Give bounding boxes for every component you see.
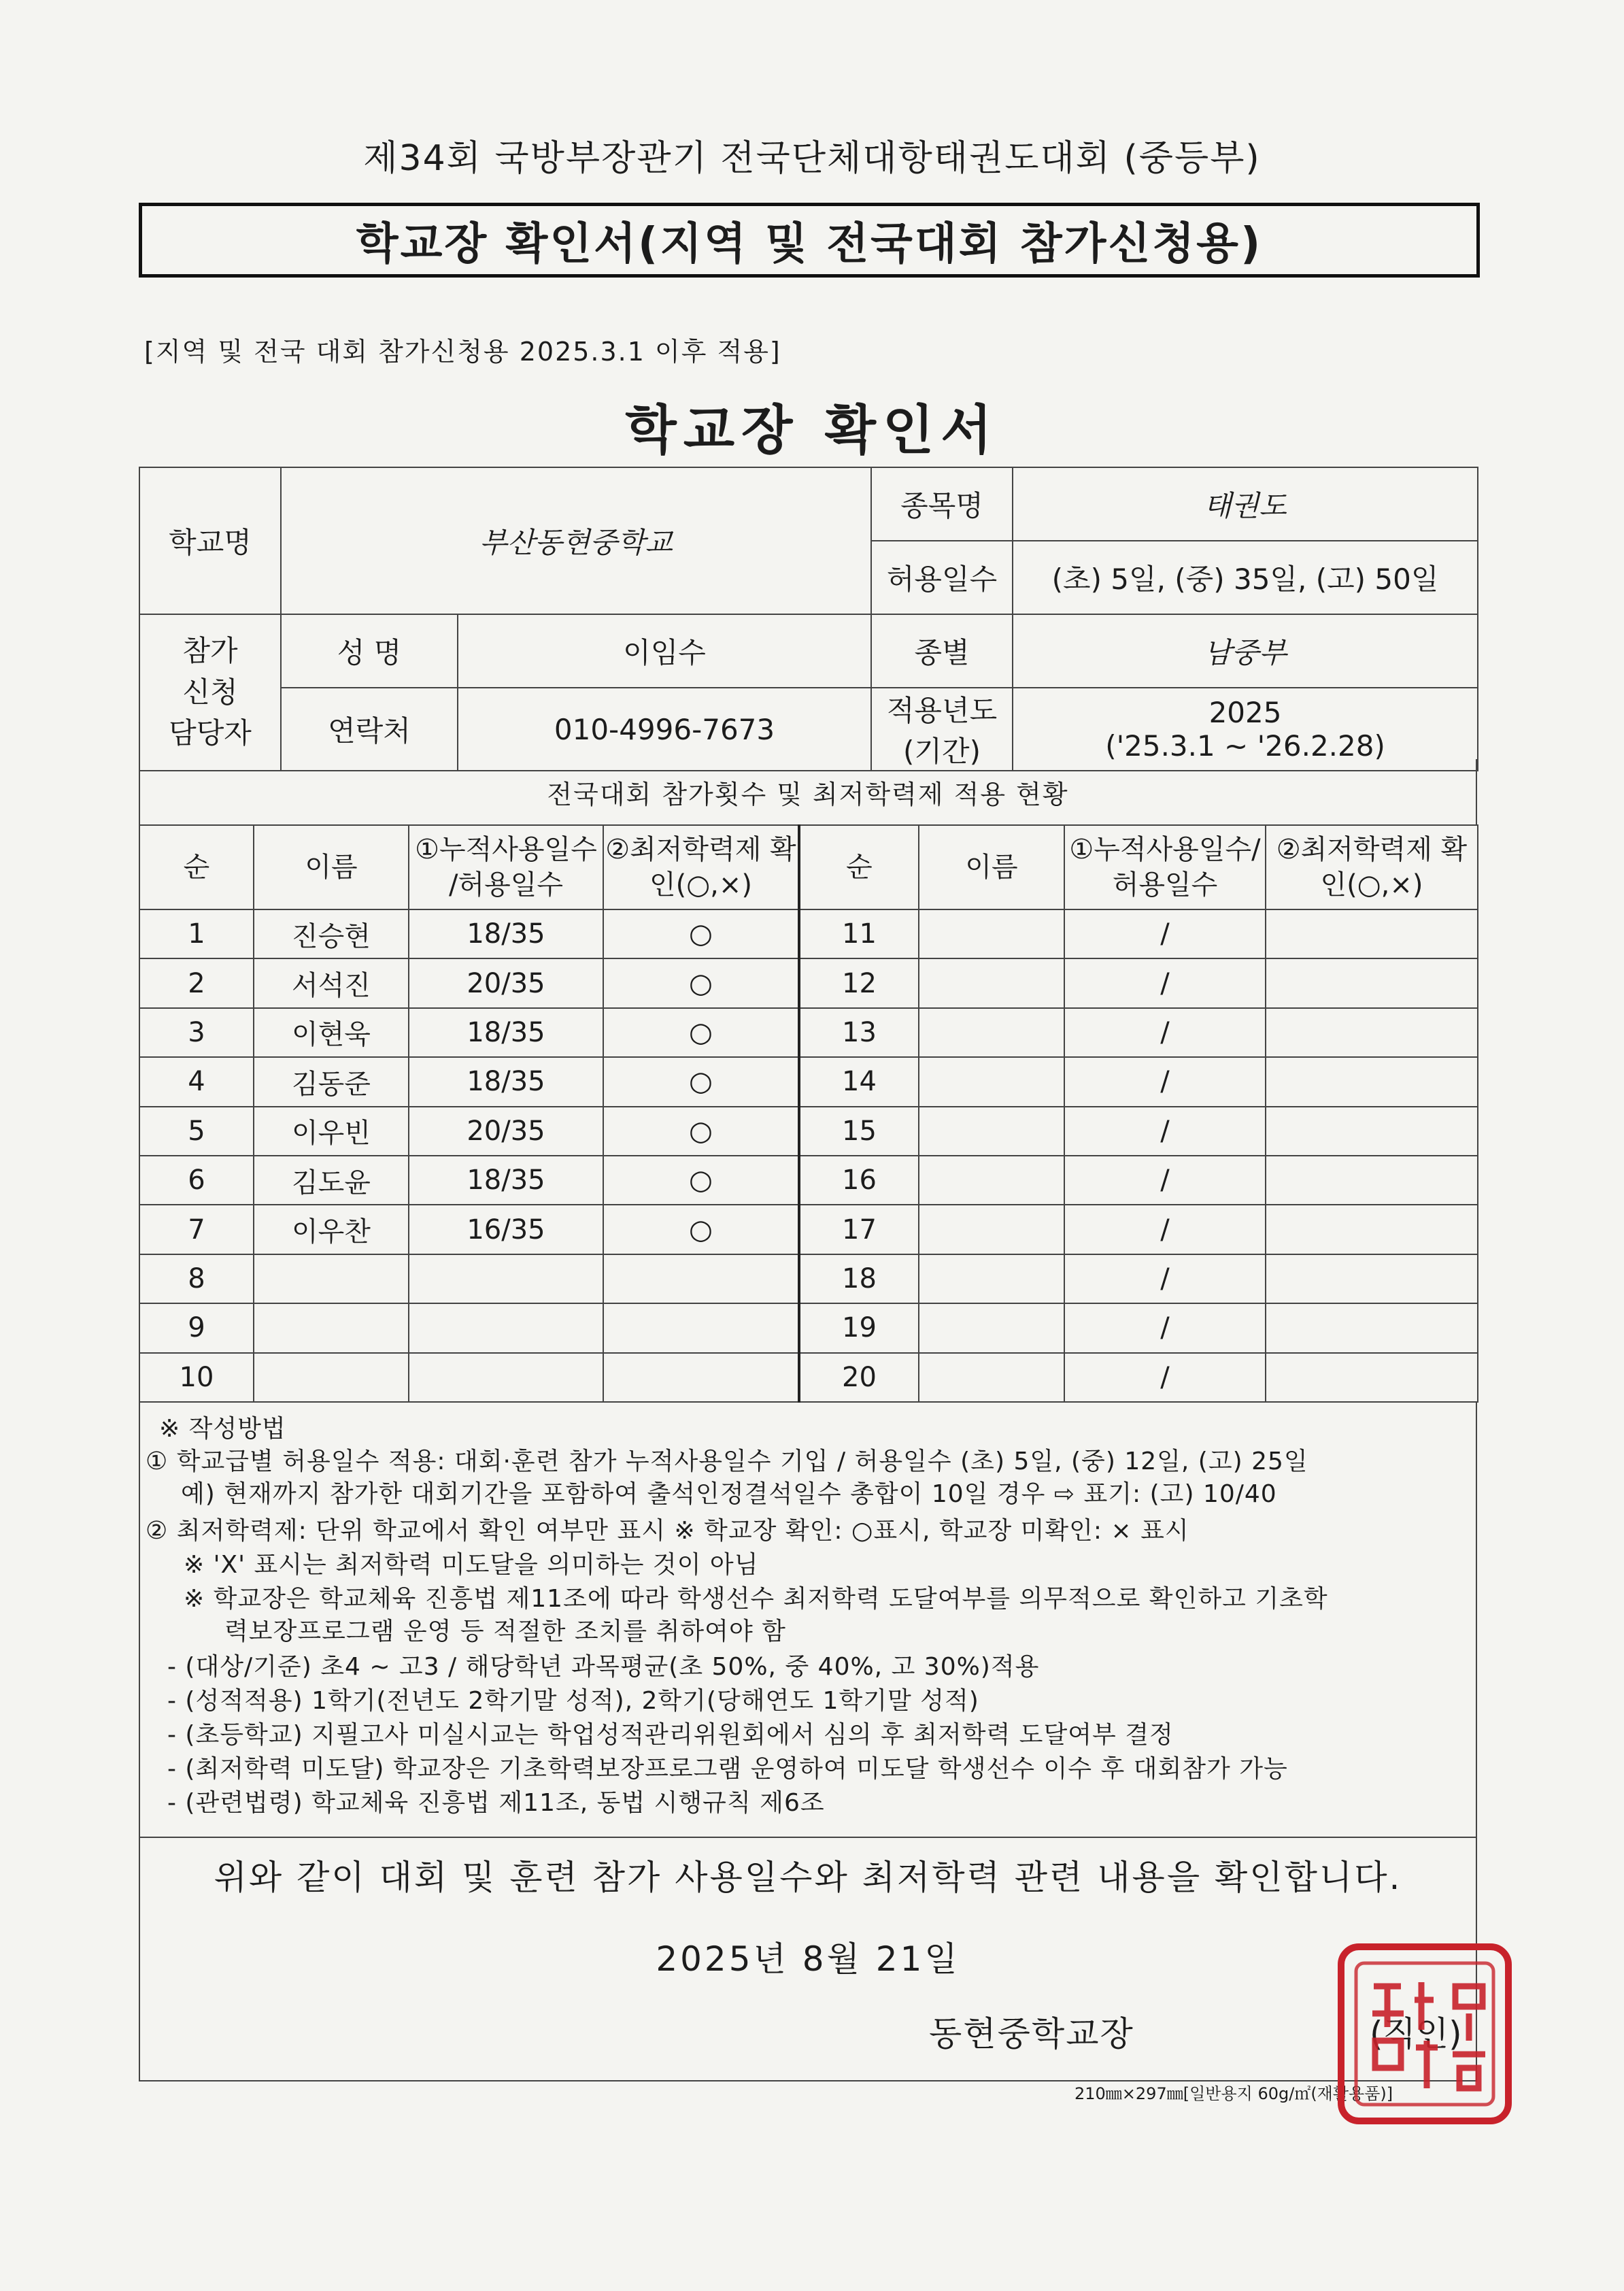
left-check-cell (603, 1254, 799, 1303)
left-name-cell: 김도윤 (254, 1156, 409, 1205)
year-value-line1: 2025 (1208, 696, 1282, 729)
left-name-cell: 김동준 (254, 1057, 409, 1106)
left-no-cell: 1 (139, 909, 254, 958)
left-days-cell: 18/35 (409, 909, 603, 958)
left-name-cell (254, 1303, 409, 1352)
left-no-cell: 2 (139, 958, 254, 1007)
right-no-cell: 20 (799, 1353, 919, 1402)
left-days-cell: 18/35 (409, 1057, 603, 1106)
right-no-cell: 12 (799, 958, 919, 1007)
left-days-cell: 20/35 (409, 1107, 603, 1156)
paper-spec: 210㎜×297㎜[일반용지 60g/㎡(재활용품)] (1075, 2084, 1393, 2103)
left-days-cell (409, 1353, 603, 1402)
left-days-cell (409, 1254, 603, 1303)
allowed-days-label: 허용일수 (871, 541, 1013, 614)
contact-label: 연락처 (281, 688, 458, 771)
header-name-right: 이름 (919, 825, 1064, 909)
roster-table (139, 824, 1478, 1403)
left-check-cell: ○ (603, 1156, 799, 1205)
note-2: ② 최저학력제: 단위 학교에서 확인 여부만 표시 ※ 학교장 확인: ○표시, 학교장 미확인: × 표시 (146, 1517, 1189, 1545)
left-check-cell: ○ (603, 909, 799, 958)
right-no-cell: 15 (799, 1107, 919, 1156)
left-check-cell: ○ (603, 958, 799, 1007)
seal-glyphs (1372, 1982, 1485, 2088)
right-days-cell: / (1064, 1303, 1266, 1352)
left-name-cell: 이현욱 (254, 1008, 409, 1057)
detail-3: - (초등학교) 지필고사 미실시교는 학업성적관리위원회에서 심의 후 최저학력 도달여부 결정 (167, 1721, 1174, 1749)
left-days-cell: 18/35 (409, 1156, 603, 1205)
right-check-cell (1266, 958, 1478, 1007)
notes-heading: ※ 작성방법 (159, 1415, 286, 1443)
left-no-cell: 7 (139, 1205, 254, 1254)
table-row (139, 1353, 1478, 1402)
school-label: 학교명 (139, 467, 281, 614)
contact-value: 010-4996-7673 (458, 688, 871, 771)
right-no-cell: 19 (799, 1303, 919, 1352)
left-name-cell: 서석진 (254, 958, 409, 1007)
right-no-cell: 11 (799, 909, 919, 958)
year-value (1013, 688, 1478, 771)
right-no-cell: 16 (799, 1156, 919, 1205)
right-days-cell: / (1064, 1057, 1266, 1106)
left-name-cell: 진승현 (254, 909, 409, 958)
right-check-cell (1266, 1057, 1478, 1106)
info-table (139, 467, 1478, 771)
right-check-cell (1266, 1303, 1478, 1352)
right-days-cell: / (1064, 1156, 1266, 1205)
apply-note: [지역 및 전국 대회 참가신청용 2025.3.1 이후 적용] (144, 337, 781, 367)
right-days-cell: / (1064, 1008, 1266, 1057)
left-days-cell: 18/35 (409, 1008, 603, 1057)
right-days-cell: / (1064, 958, 1266, 1007)
right-name-cell (919, 1303, 1064, 1352)
left-name-cell: 이우찬 (254, 1205, 409, 1254)
seal-label: (직인) (1370, 2014, 1462, 2054)
right-days-cell: / (1064, 1353, 1266, 1402)
right-name-cell (919, 958, 1064, 1007)
left-days-cell: 16/35 (409, 1205, 603, 1254)
category-value: 남중부 (1013, 614, 1478, 688)
left-days-cell: 20/35 (409, 958, 603, 1007)
table-row (139, 1254, 1478, 1303)
right-days-cell: / (1064, 909, 1266, 958)
confirmation-text: 위와 같이 대회 및 훈련 참가 사용일수와 최저학력 관련 내용을 확인합니다. (214, 1858, 1402, 1897)
detail-2: - (성적적용) 1학기(전년도 2학기말 성적), 2학기(당해연도 1학기말 성적) (167, 1687, 979, 1715)
detail-4: - (최저학력 미도달) 학교장은 기초학력보장프로그램 운영하여 미도달 학생선수 이수 후 대회참가 가능 (167, 1755, 1288, 1783)
left-no-cell: 6 (139, 1156, 254, 1205)
right-days-cell: / (1064, 1205, 1266, 1254)
category-label: 종별 (871, 614, 1013, 688)
left-check-cell (603, 1353, 799, 1402)
sport-value: 태권도 (1013, 467, 1478, 541)
right-check-cell (1266, 1205, 1478, 1254)
table-row (139, 1057, 1478, 1106)
seal-border (1341, 1947, 1508, 2121)
right-check-cell (1266, 1254, 1478, 1303)
header-no-right: 순 (799, 825, 919, 909)
right-name-cell (919, 1156, 1064, 1205)
main-title: 학교장 확인서 (625, 400, 999, 461)
table-row (139, 1156, 1478, 1205)
table-row (139, 1303, 1478, 1352)
table-row (139, 958, 1478, 1007)
header-no-left: 순 (139, 825, 254, 909)
left-name-cell: 이우빈 (254, 1107, 409, 1156)
name-label: 성 명 (281, 614, 458, 688)
right-days-cell: / (1064, 1107, 1266, 1156)
header-days-right: ①누적사용일수/ 허용일수 (1064, 825, 1266, 909)
official-seal (1333, 1939, 1517, 2129)
left-check-cell: ○ (603, 1205, 799, 1254)
table-row (139, 909, 1478, 958)
confirmation-date: 2025년 8월 21일 (656, 1939, 960, 1979)
left-check-cell: ○ (603, 1057, 799, 1106)
left-check-cell: ○ (603, 1107, 799, 1156)
writing-instructions (139, 1401, 1477, 2081)
left-days-cell (409, 1303, 603, 1352)
left-no-cell: 9 (139, 1303, 254, 1352)
year-value-line2: ('25.3.1 ~ '26.2.28) (1105, 729, 1385, 763)
header-check-left: ②최저학력제 확인(○,×) (603, 825, 799, 909)
left-no-cell: 5 (139, 1107, 254, 1156)
divider (140, 1837, 1476, 1838)
left-no-cell: 4 (139, 1057, 254, 1106)
right-check-cell (1266, 1008, 1478, 1057)
right-name-cell (919, 1057, 1064, 1106)
left-no-cell: 3 (139, 1008, 254, 1057)
note-4-cont: 력보장프로그램 운영 등 적절한 조치를 취하여야 함 (224, 1618, 786, 1645)
detail-5: - (관련법령) 학교체육 진흥법 제11조, 동법 시행규칙 제6조 (167, 1789, 825, 1817)
school-value: 부산동현중학교 (281, 467, 871, 614)
table-row (139, 1205, 1478, 1254)
detail-1: - (대상/기준) 초4 ~ 고3 / 해당학년 과목평균(초 50%, 중 40%, 고 30%)적용 (167, 1653, 1040, 1681)
year-label-line2: (기간) (903, 735, 981, 768)
year-label (871, 688, 1013, 771)
left-name-cell (254, 1353, 409, 1402)
header-days-left: ①누적사용일수 /허용일수 (409, 825, 603, 909)
allowed-days-value: (초) 5일, (중) 35일, (고) 50일 (1013, 541, 1478, 614)
right-no-cell: 18 (799, 1254, 919, 1303)
right-name-cell (919, 1254, 1064, 1303)
note-1: ① 학교급별 허용일수 적용: 대회·훈련 참가 누적사용일수 기입 / 허용일수 (초) 5일, (중) 12일, (고) 25일 (146, 1448, 1308, 1475)
right-name-cell (919, 909, 1064, 958)
right-check-cell (1266, 1107, 1478, 1156)
event-title: 제34회 국방부장관기 전국단체대항태권도대회 (중등부) (363, 138, 1261, 179)
right-check-cell (1266, 909, 1478, 958)
header-name-left: 이름 (254, 825, 409, 909)
right-check-cell (1266, 1156, 1478, 1205)
right-name-cell (919, 1353, 1064, 1402)
note-4: ※ 학교장은 학교체육 진흥법 제11조에 따라 학생선수 최저학력 도달여부를 의무적으로 확인하고 기초학 (184, 1585, 1328, 1613)
note-1-example: 예) 현재까지 참가한 대회기간을 포함하여 출석인정결석일수 총합이 10일 경우 ⇨ 표기: (고) 10/40 (181, 1480, 1277, 1508)
right-name-cell (919, 1107, 1064, 1156)
header-check-right: ②최저학력제 확인(○,×) (1266, 825, 1478, 909)
right-name-cell (919, 1205, 1064, 1254)
applicant-label (139, 614, 281, 771)
left-no-cell: 10 (139, 1353, 254, 1402)
right-name-cell (919, 1008, 1064, 1057)
right-check-cell (1266, 1353, 1478, 1402)
roster-section-header: 전국대회 참가횟수 및 최저학력제 적용 현황 (139, 759, 1477, 826)
year-label-line1: 적용년도 (886, 694, 998, 727)
table-row (139, 1107, 1478, 1156)
left-no-cell: 8 (139, 1254, 254, 1303)
left-check-cell (603, 1303, 799, 1352)
right-no-cell: 14 (799, 1057, 919, 1106)
form-title-box: 학교장 확인서(지역 및 전국대회 참가신청용) (139, 203, 1480, 278)
principal-name: 동현중학교장 (929, 2014, 1134, 2054)
left-check-cell: ○ (603, 1008, 799, 1057)
note-3: ※ 'X' 표시는 최저학력 미도달을 의미하는 것이 아님 (184, 1551, 759, 1579)
applicant-label-text: 참가 신청 담당자 (169, 633, 252, 750)
table-row (139, 1008, 1478, 1057)
sport-label: 종목명 (871, 467, 1013, 541)
right-no-cell: 17 (799, 1205, 919, 1254)
name-value: 이임수 (458, 614, 871, 688)
right-days-cell: / (1064, 1254, 1266, 1303)
right-no-cell: 13 (799, 1008, 919, 1057)
left-name-cell (254, 1254, 409, 1303)
